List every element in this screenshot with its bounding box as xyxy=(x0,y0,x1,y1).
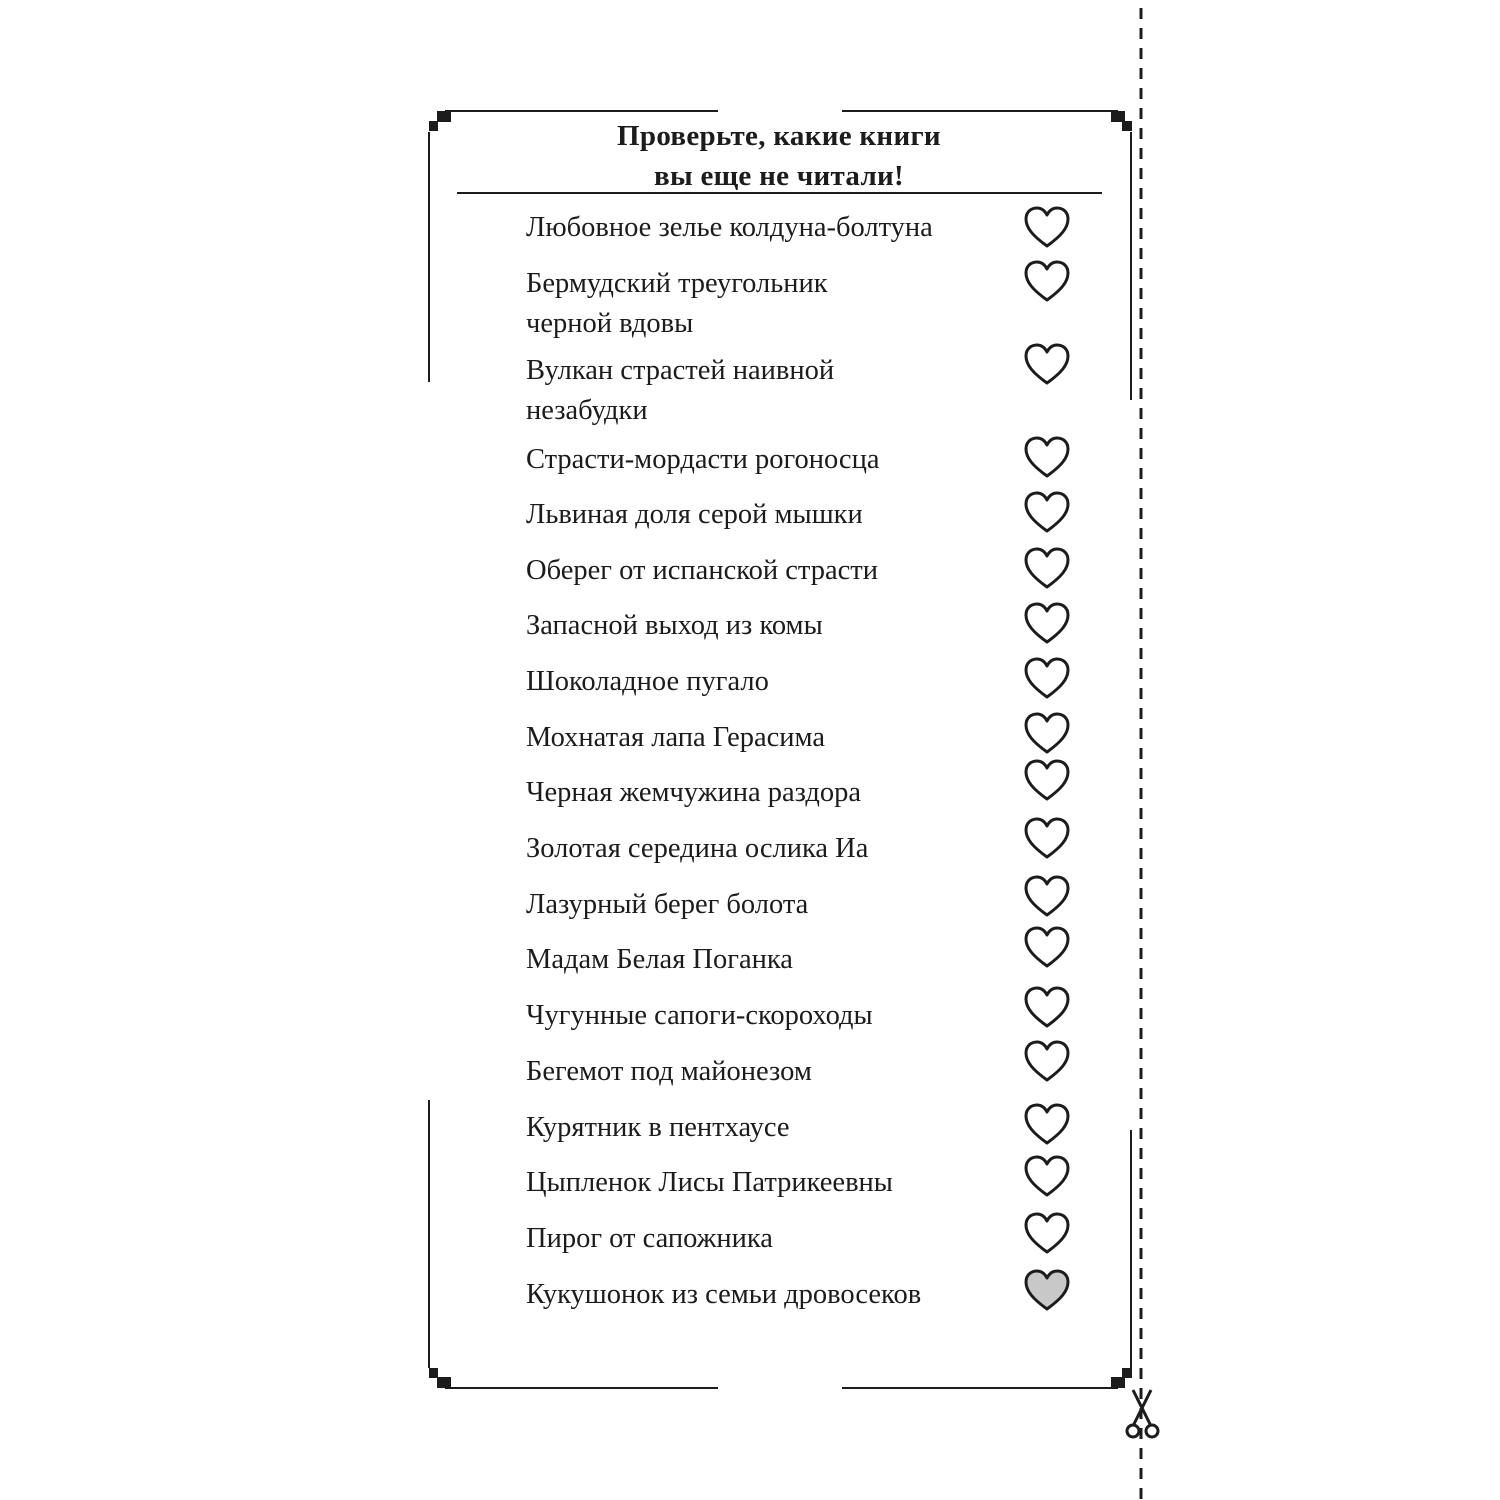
heart-icon[interactable] xyxy=(1024,437,1070,479)
corner-ornament-top-left xyxy=(429,111,451,131)
book-title: Оберег от испанской страсти xyxy=(526,555,878,586)
heart-icon[interactable] xyxy=(1024,207,1070,249)
heart-icon[interactable] xyxy=(1024,658,1070,700)
heart-icon[interactable] xyxy=(1024,1156,1070,1198)
title-divider xyxy=(457,192,1102,194)
book-title: Бегемот под майонезом xyxy=(526,1056,812,1087)
heart-icon[interactable] xyxy=(1024,548,1070,590)
heart-icon[interactable] xyxy=(1024,876,1070,918)
heart-icon[interactable] xyxy=(1024,603,1070,645)
book-title: Бермудский треугольник черной вдовы xyxy=(526,268,828,339)
corner-ornament-top-right xyxy=(1111,111,1132,131)
page-title-line-1: Проверьте, какие книги xyxy=(617,120,941,152)
book-title: Курятник в пентхаусе xyxy=(526,1112,790,1143)
heart-icon[interactable] xyxy=(1024,987,1070,1029)
book-title: Шоколадное пугало xyxy=(526,666,769,697)
heart-icon[interactable] xyxy=(1024,1041,1070,1083)
corner-ornament-bottom-left xyxy=(429,1368,451,1388)
heart-icon[interactable] xyxy=(1024,1213,1070,1255)
page-title-line-2: вы еще не читали! xyxy=(653,160,904,192)
book-title: Золотая середина ослика Иа xyxy=(526,833,869,864)
heart-icon[interactable] xyxy=(1024,344,1070,386)
book-title: Страсти-мордасти рогоносца xyxy=(526,444,880,475)
heart-icon[interactable] xyxy=(1024,1270,1070,1312)
heart-icon[interactable] xyxy=(1024,1104,1070,1146)
heart-icon[interactable] xyxy=(1024,492,1070,534)
book-title: Пирог от сапожника xyxy=(526,1223,773,1254)
book-title: Вулкан страстей наивной незабудки xyxy=(526,355,835,426)
heart-icon[interactable] xyxy=(1024,927,1070,969)
book-title: Запасной выход из комы xyxy=(526,610,823,641)
heart-icon[interactable] xyxy=(1024,818,1070,860)
book-title: Кукушонок из семьи дровосеков xyxy=(526,1279,922,1310)
book-title: Лазурный берег болота xyxy=(526,889,809,920)
book-title: Цыпленок Лисы Патрикеевны xyxy=(526,1167,893,1198)
heart-icon[interactable] xyxy=(1024,760,1070,802)
corner-ornament-bottom-right xyxy=(1111,1368,1132,1388)
heart-icon[interactable] xyxy=(1024,261,1070,303)
book-title: Мохнатая лапа Герасима xyxy=(526,722,826,753)
book-title: Черная жемчужина раздора xyxy=(526,777,862,808)
book-title: Любовное зелье колдуна-болтуна xyxy=(526,212,933,243)
book-title: Львиная доля серой мышки xyxy=(526,499,863,530)
heart-icon[interactable] xyxy=(1024,713,1070,755)
book-title: Чугунные сапоги-скороходы xyxy=(526,1000,873,1031)
book-title: Мадам Белая Поганка xyxy=(526,944,793,975)
